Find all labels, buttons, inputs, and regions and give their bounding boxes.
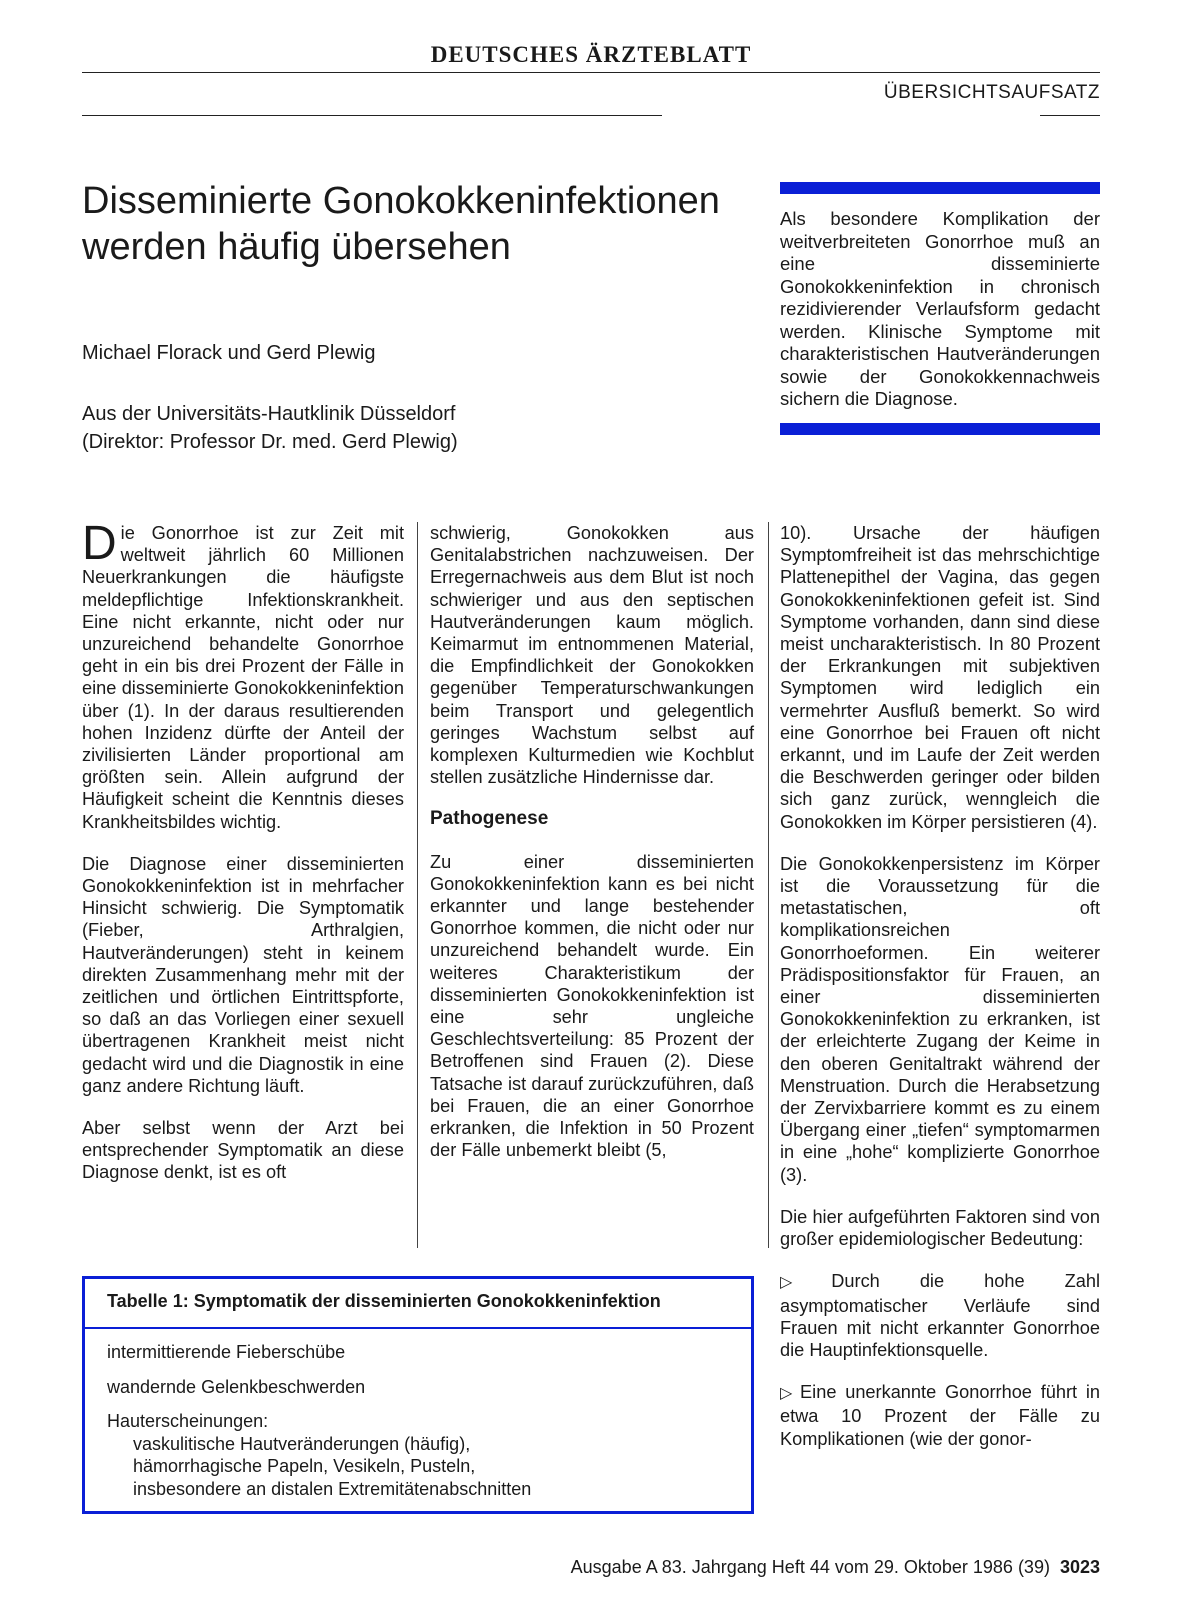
title-line-2: werden häufig übersehen bbox=[82, 226, 511, 268]
issue-info: Ausgabe A 83. Jahrgang Heft 44 vom 29. Oktober 1986 (39) bbox=[570, 1557, 1050, 1577]
column-divider-1 bbox=[417, 522, 418, 1248]
col3-bullet-1-text: Durch die hohe Zahl asymptomatischer Verläufe sind Frauen mit nicht erkannter Gonorrhoe die Hauptinfektionsquelle. bbox=[780, 1271, 1100, 1360]
table-body bbox=[85, 1329, 751, 1500]
text-column-3 bbox=[780, 522, 1100, 1470]
table-row-label: Hauterscheinungen: bbox=[107, 1411, 269, 1431]
col2-paragraph-2: Zu einer disseminierten Gonokokkeninfektion kann es bei nicht erkannter und lange bestehender Gonorrhoe kommen, die nicht oder nur unzureichend behandelt wurde. Ein weiteres Charakteristikum der disseminierten Gonokokkeninfektion ist eine sehr ungleiche Geschlechtsverteilung: 85 Prozent der Betroffenen sind Frauen (2). Diese Tatsache ist darauf zurückzuführen, daß bei Frauen, die an einer Gonorrhoe erkranken, die Infektion in 50 Prozent der Fälle unbemerkt bleibt (5, bbox=[430, 851, 754, 1161]
table-row: wandernde Gelenkbeschwerden bbox=[107, 1376, 366, 1397]
abstract-text: Als besondere Komplikation der weitverbreiteten Gonorrhoe muß an eine disseminierte Gonokokkeninfektion in chronisch rezidivierender Verlaufsform gedacht werden. Klinische Symptome mit charakteristischen Hautveränderungen sowie der Gonokokkennachweis sichern die Diagnose. bbox=[780, 208, 1100, 409]
abstract-top-bar bbox=[780, 182, 1100, 194]
column-divider-2 bbox=[768, 522, 769, 1248]
table-subrow: insbesondere an distalen Extremitätenabschnitten bbox=[133, 1478, 532, 1499]
col1-paragraph-1 bbox=[82, 517, 404, 833]
page-footer bbox=[571, 1557, 1100, 1578]
text-column-1 bbox=[82, 517, 404, 1204]
table-1 bbox=[82, 1276, 754, 1511]
col3-bullet-2-text: Eine unerkannte Gonorrhoe führt in etwa 10 Prozent der Fälle zu Komplikationen (wie der gonor- bbox=[780, 1382, 1101, 1449]
section-rule-right bbox=[1040, 115, 1100, 116]
table-row bbox=[107, 1410, 751, 1500]
col1-paragraph-2: Die Diagnose einer disseminierten Gonokokkeninfektion ist in mehrfacher Hinsicht schwierig. Die Symptomatik (Fieber, Arthralgien, Hautveränderungen) steht in keinem direkten Zusammenhang mehr mit der zeitlichen und örtlichen Eintrittspforte, so daß an das Vorliegen einer sexuell übertragenen Krankheit meist nicht gedacht wird und die Diagnostik in eine ganz andere Richtung läuft. bbox=[82, 853, 404, 1096]
triangle-right-icon: ▷ bbox=[780, 1274, 828, 1292]
article-title bbox=[82, 178, 762, 270]
title-line-1: Disseminierte Gonokokkeninfektionen bbox=[82, 180, 720, 222]
abstract-bottom-bar bbox=[780, 423, 1100, 435]
drop-cap: D bbox=[82, 517, 117, 570]
header-rule bbox=[82, 72, 1100, 73]
col2-paragraph-1: schwierig, Gonokokken aus Genitalabstrichen nachzuweisen. Der Erregernachweis aus dem Blut ist noch schwieriger und aus den septischen Hautveränderungen kaum möglich. Keimarmut im entnommenen Material, die Empfindlichkeit der Gonokokken gegenüber Temperaturschwankungen beim Transport und gelegentlich geringes Wachstum selbst auf komplexen Kulturmedien wie Kochblut stellen zusätzliche Hindernisse dar. bbox=[430, 523, 754, 788]
article-authors: Michael Florack und Gerd Plewig bbox=[82, 342, 376, 364]
section-label: ÜBERSICHTSAUFSATZ bbox=[883, 82, 1100, 103]
section-rule-left bbox=[82, 115, 662, 116]
col3-paragraph-1: 10). Ursache der häufigen Symptomfreiheit ist das mehrschichtige Plattenepithel der Vagina, das gegen Gonokokkeninfektionen gefeit ist. Sind Symptome vorhanden, dann sind diese meist uncharakteristisch. In 80 Prozent der Erkrankungen mit subjektiven Symptomen wird lediglich ein vermehrter Ausfluß bemerkt. So wird eine Gonorrhoe bei Frauen oft nicht erkannt, und im Laufe der Zeit werden die Beschwerden geringer oder bilden sich ganz zurück, wenngleich die Gonokokken im Körper persistieren (4). bbox=[780, 523, 1100, 832]
table-title-bar bbox=[85, 1279, 751, 1329]
col1-paragraph-3: Aber selbst wenn der Arzt bei entsprechender Symptomatik an diese Diagnose denkt, ist es oft bbox=[82, 1118, 404, 1183]
affiliation-line-2: (Direktor: Professor Dr. med. Gerd Plewig) bbox=[82, 431, 458, 453]
col1-p1-text: ie Gonorrhoe ist zur Zeit mit weltweit jährlich 60 Millionen Neuerkrankungen die häufigste meldepflichtige Infektionskrankheit. Eine nicht erkannte, nicht oder nur unzureichend behandelte Gonorrhoe geht in ein bis drei Prozent der Fälle in eine disseminierte Gonokokkeninfektion über (1). In der daraus resultierenden hohen Inzidenz dürfte der Anteil der zivilisierten Länder proportional am größten sein. Allein aufgrund der Häufigkeit scheint die Kenntnis dieses Krankheitsbildes wichtig. bbox=[82, 523, 404, 832]
col3-paragraph-3: Die hier aufgeführten Faktoren sind von großer epidemiologischer Bedeutung: bbox=[780, 1206, 1100, 1250]
table-bottom-border bbox=[82, 1511, 754, 1514]
page-number: 3023 bbox=[1059, 1557, 1100, 1577]
subheading-pathogenese: Pathogenese bbox=[430, 808, 549, 830]
table-subrow: vaskulitische Hautveränderungen (häufig), bbox=[133, 1433, 471, 1454]
triangle-right-icon: ▷ bbox=[780, 1385, 797, 1403]
table-subrow: hämorrhagische Papeln, Vesikeln, Pusteln, bbox=[133, 1456, 476, 1476]
journal-masthead: DEUTSCHES ÄRZTEBLATT bbox=[430, 42, 752, 67]
text-column-2 bbox=[430, 522, 754, 1181]
article-affiliation bbox=[82, 400, 458, 456]
col3-bullet-2 bbox=[780, 1381, 1100, 1450]
abstract-box bbox=[780, 182, 1100, 435]
table-row: intermittierende Fieberschübe bbox=[107, 1342, 346, 1362]
col3-bullet-1 bbox=[780, 1270, 1100, 1361]
affiliation-line-1: Aus der Universitäts-Hautklinik Düsseldorf bbox=[82, 403, 456, 425]
table-title: Tabelle 1: Symptomatik der disseminierten Gonokokkeninfektion bbox=[107, 1291, 661, 1311]
col3-paragraph-2: Die Gonokokkenpersistenz im Körper ist die Voraussetzung für die metastatischen, oft komplikationsreichen Gonorrhoeformen. Ein weiterer Prädispositionsfaktor für Frauen, an einer disseminierten Gonokokkeninfektion zu erkranken, ist der erleichterte Zugang der Keime in den oberen Genitaltrakt während der Menstruation. Durch die Herabsetzung der Zervixbarriere kommt es zu einem Übergang einer „tiefen“ symptomarmen in eine „hohe“ komplizierte Gonorrhoe (3). bbox=[780, 853, 1100, 1185]
